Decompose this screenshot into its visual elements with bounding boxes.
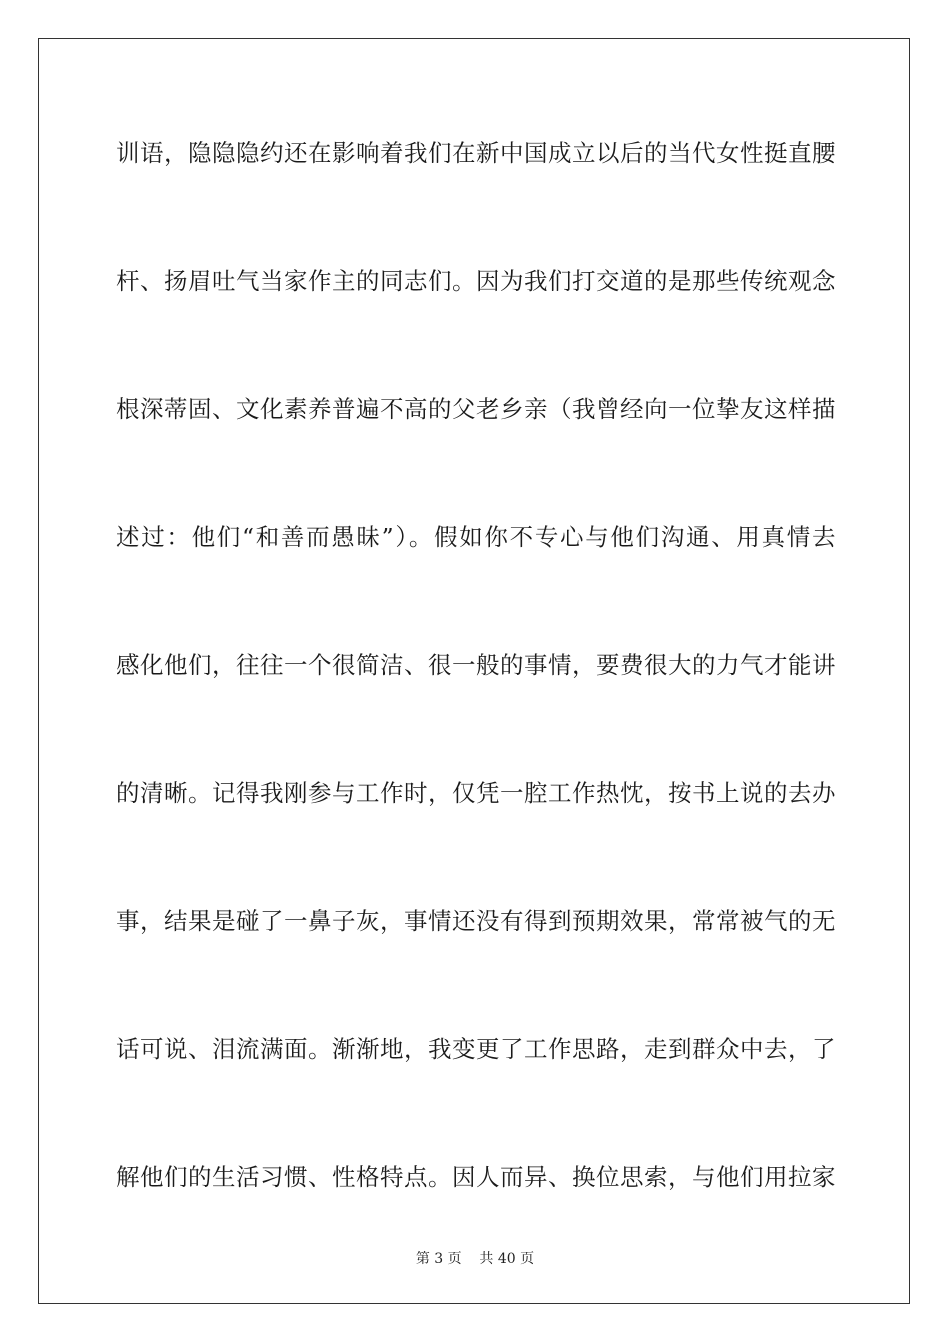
text-line: 训语，隐隐隐约还在影响着我们在新中国成立以后的当代女性挺直腰 [116,139,836,167]
text-line: 杆、扬眉吐气当家作主的同志们。因为我们打交道的是那些传统观念 [116,267,836,295]
page-number-footer: 第 3 页 共 40 页 [415,1251,535,1267]
text-line: 解他们的生活习惯、性格特点。因人而异、换位思索，与他们用拉家 [116,1163,836,1191]
text-line: 根深蒂固、文化素养普遍不高的父老乡亲（我曾经向一位挚友这样描 [116,395,836,423]
text-line: 事，结果是碰了一鼻子灰，事情还没有得到预期效果，常常被气的无 [116,907,836,935]
text-line: 话可说、泪流满面。渐渐地，我变更了工作思路，走到群众中去，了 [116,1035,836,1063]
text-line: 述过：他们“和善而愚昧”）。假如你不专心与他们沟通、用真情去 [116,523,836,551]
text-line: 的清晰。记得我刚参与工作时，仅凭一腔工作热忱，按书上说的去办 [116,779,836,807]
document-body [116,125,836,1277]
text-line: 感化他们，往往一个很简洁、很一般的事情，要费很大的力气才能讲 [116,651,836,679]
